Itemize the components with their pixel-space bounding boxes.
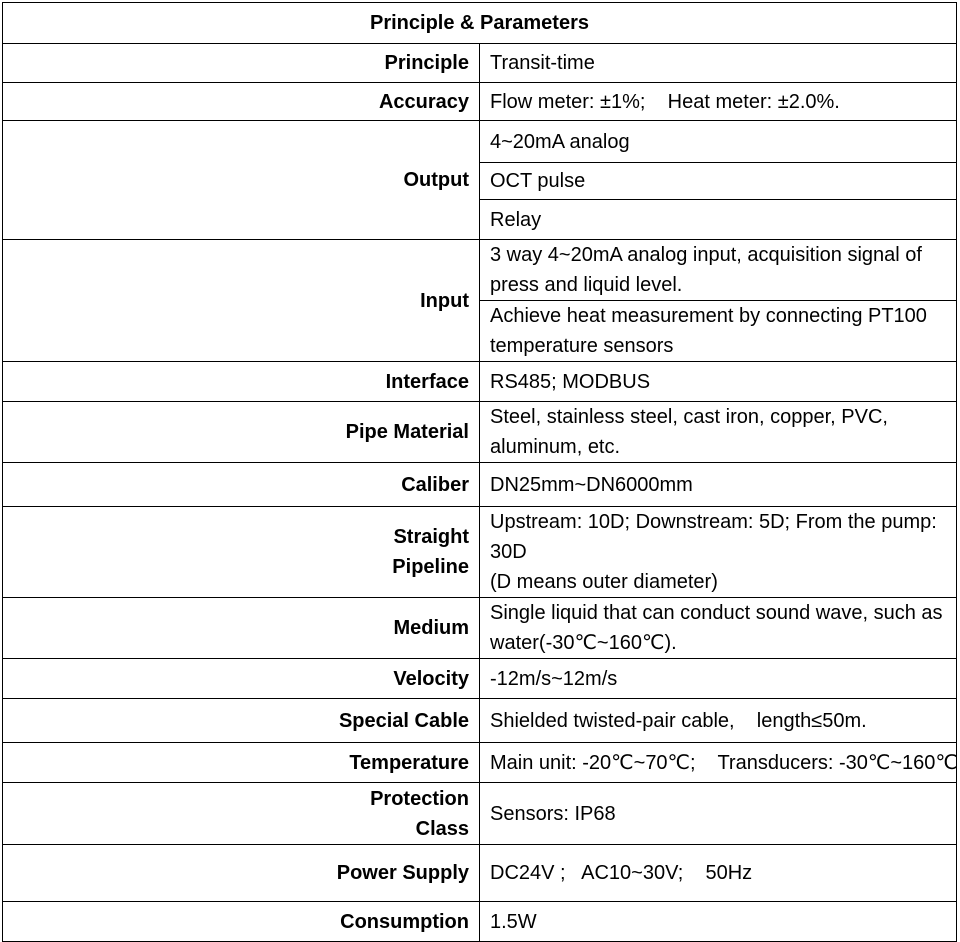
row-pipe-material bbox=[3, 402, 957, 463]
row-special-cable bbox=[3, 699, 957, 743]
value-power-supply: DC24V ; AC10~30V; 50Hz bbox=[480, 845, 957, 902]
value-pipe-material: Steel, stainless steel, cast iron, copper, PVC, aluminum, etc. bbox=[480, 402, 957, 463]
value-caliber: DN25mm~DN6000mm bbox=[480, 463, 957, 507]
value-output-analog: 4~20mA analog bbox=[480, 121, 957, 163]
row-input-1 bbox=[3, 240, 957, 301]
value-interface: RS485; MODBUS bbox=[480, 362, 957, 402]
spec-table bbox=[2, 2, 957, 942]
label-input: Input bbox=[3, 240, 480, 362]
label-consumption: Consumption bbox=[3, 902, 480, 942]
label-straight-line-1: Straight bbox=[393, 526, 469, 548]
row-accuracy bbox=[3, 83, 957, 121]
label-protection-line-1: Protection bbox=[370, 787, 469, 810]
label-straight-line-2: Pipeline bbox=[392, 556, 469, 578]
value-protection-class: Sensors: IP68 bbox=[480, 783, 957, 845]
value-output-pulse: OCT pulse bbox=[480, 163, 957, 200]
value-medium: Single liquid that can conduct sound wave, such as water(-30℃~160℃). bbox=[480, 598, 957, 659]
value-output-relay: Relay bbox=[480, 200, 957, 240]
row-straight-pipeline bbox=[3, 507, 957, 598]
row-interface bbox=[3, 362, 957, 402]
label-protection-class bbox=[3, 783, 480, 845]
label-caliber: Caliber bbox=[3, 463, 480, 507]
value-straight-line-1: Upstream: 10D; Downstream: 5D; From the pump: 30D bbox=[490, 511, 937, 563]
row-medium bbox=[3, 598, 957, 659]
row-caliber bbox=[3, 463, 957, 507]
label-velocity: Velocity bbox=[3, 659, 480, 699]
caption-row bbox=[3, 3, 957, 44]
row-output-1 bbox=[3, 121, 957, 163]
value-straight-pipeline bbox=[480, 507, 957, 598]
label-temperature: Temperature bbox=[3, 743, 480, 783]
value-input-analog: 3 way 4~20mA analog input, acquisition signal of press and liquid level. bbox=[480, 240, 957, 301]
label-power-supply: Power Supply bbox=[3, 845, 480, 902]
row-power-supply bbox=[3, 845, 957, 902]
label-medium: Medium bbox=[3, 598, 480, 659]
table-caption: Principle & Parameters bbox=[3, 3, 957, 44]
value-accuracy: Flow meter: ±1%; Heat meter: ±2.0%. bbox=[480, 83, 957, 121]
label-output: Output bbox=[3, 121, 480, 240]
row-temperature bbox=[3, 743, 957, 783]
value-input-heat: Achieve heat measurement by connecting PT100 temperature sensors bbox=[480, 301, 957, 362]
label-accuracy: Accuracy bbox=[3, 83, 480, 121]
value-principle: Transit-time bbox=[480, 44, 957, 83]
label-straight-pipeline bbox=[3, 507, 480, 598]
value-temperature: Main unit: -20℃~70℃; Transducers: -30℃~160℃ bbox=[480, 743, 957, 783]
value-special-cable: Shielded twisted-pair cable, length≤50m. bbox=[480, 699, 957, 743]
label-special-cable: Special Cable bbox=[3, 699, 480, 743]
row-principle bbox=[3, 44, 957, 83]
row-consumption bbox=[3, 902, 957, 942]
label-interface: Interface bbox=[3, 362, 480, 402]
row-protection-class bbox=[3, 783, 957, 845]
label-principle: Principle bbox=[3, 44, 480, 83]
value-consumption: 1.5W bbox=[480, 902, 957, 942]
label-protection-line-2: Class bbox=[415, 817, 469, 840]
value-velocity: -12m/s~12m/s bbox=[480, 659, 957, 699]
value-straight-line-2: (D means outer diameter) bbox=[490, 571, 718, 593]
row-velocity bbox=[3, 659, 957, 699]
label-pipe-material: Pipe Material bbox=[3, 402, 480, 463]
